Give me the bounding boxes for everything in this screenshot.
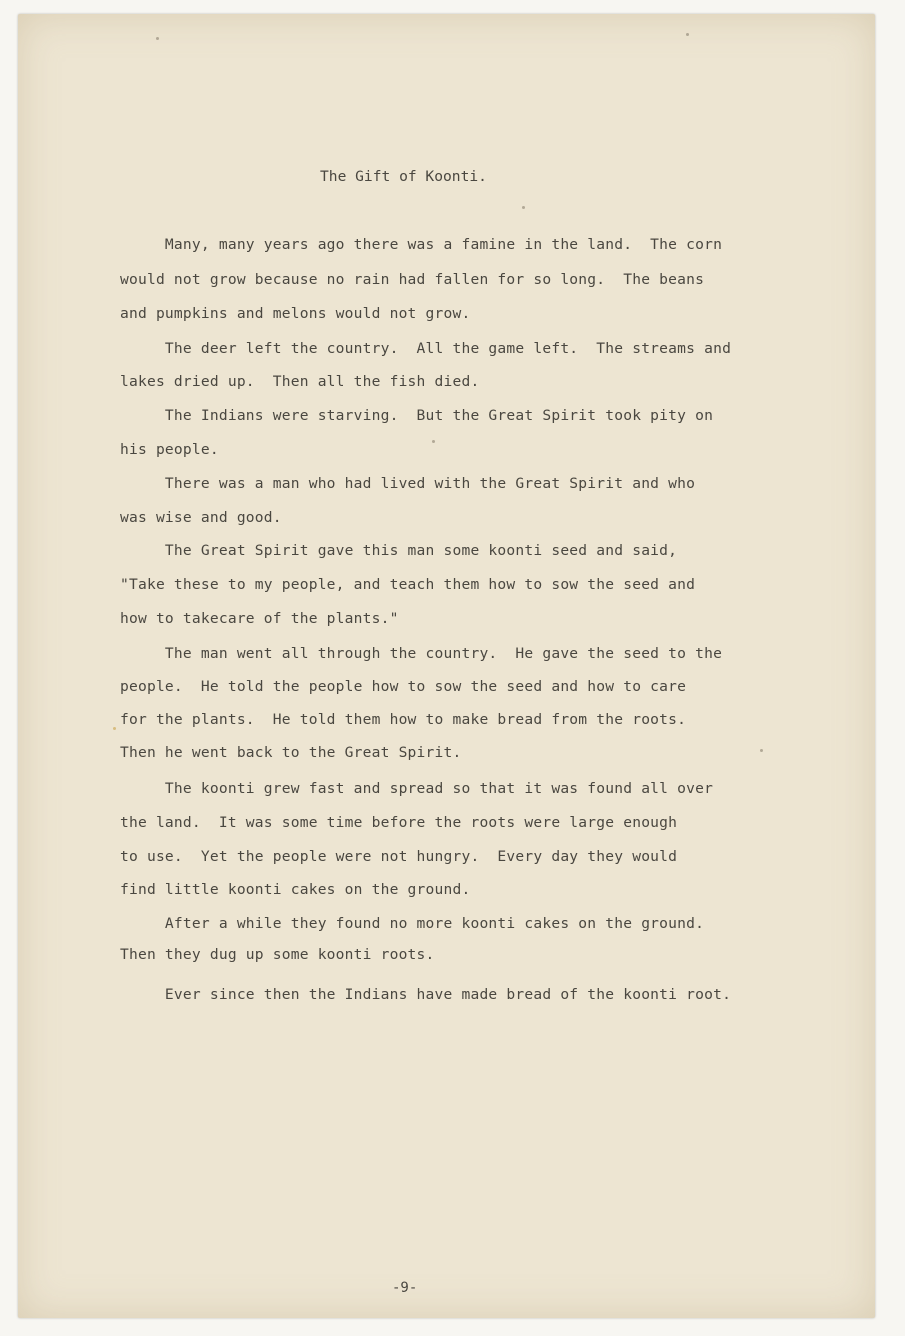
text-line: There was a man who had lived with the Great Spirit and who: [120, 475, 696, 492]
text-line: his people.: [120, 441, 219, 458]
text-line: Ever since then the Indians have made bread of the koonti root.: [120, 986, 732, 1003]
text-line: Then they dug up some koonti roots.: [120, 946, 435, 963]
text-line: Many, many years ago there was a famine in the land. The corn: [120, 236, 723, 253]
text-line: and pumpkins and melons would not grow.: [120, 305, 471, 322]
paper-sheet: [18, 14, 875, 1318]
paper-speck: [113, 727, 116, 730]
page-number: -9-: [392, 1280, 418, 1296]
text-line: The koonti grew fast and spread so that it was found all over: [120, 780, 714, 797]
text-line: how to takecare of the plants.": [120, 610, 399, 627]
text-line: The Great Spirit gave this man some koonti seed and said,: [120, 542, 678, 559]
paper-speck: [522, 206, 525, 209]
text-line: people. He told the people how to sow the seed and how to care: [120, 678, 687, 695]
paper-speck: [686, 33, 689, 36]
text-line: for the plants. He told them how to make bread from the roots.: [120, 711, 687, 728]
paper-speck: [156, 37, 159, 40]
paper-speck: [432, 440, 435, 443]
text-line: The man went all through the country. He gave the seed to the: [120, 645, 723, 662]
text-line: the land. It was some time before the roots were large enough: [120, 814, 678, 831]
paper-speck: [760, 749, 763, 752]
text-line: "Take these to my people, and teach them how to sow the seed and: [120, 576, 696, 593]
text-line: was wise and good.: [120, 509, 282, 526]
text-line: lakes dried up. Then all the fish died.: [120, 373, 480, 390]
text-line: The deer left the country. All the game left. The streams and: [120, 340, 732, 357]
document-title: The Gift of Koonti.: [320, 168, 487, 185]
text-line: find little koonti cakes on the ground.: [120, 881, 471, 898]
text-line: After a while they found no more koonti cakes on the ground.: [120, 915, 705, 932]
text-line: The Indians were starving. But the Great Spirit took pity on: [120, 407, 714, 424]
text-line: to use. Yet the people were not hungry. Every day they would: [120, 848, 678, 865]
text-line: would not grow because no rain had fallen for so long. The beans: [120, 271, 705, 288]
text-line: Then he went back to the Great Spirit.: [120, 744, 462, 761]
